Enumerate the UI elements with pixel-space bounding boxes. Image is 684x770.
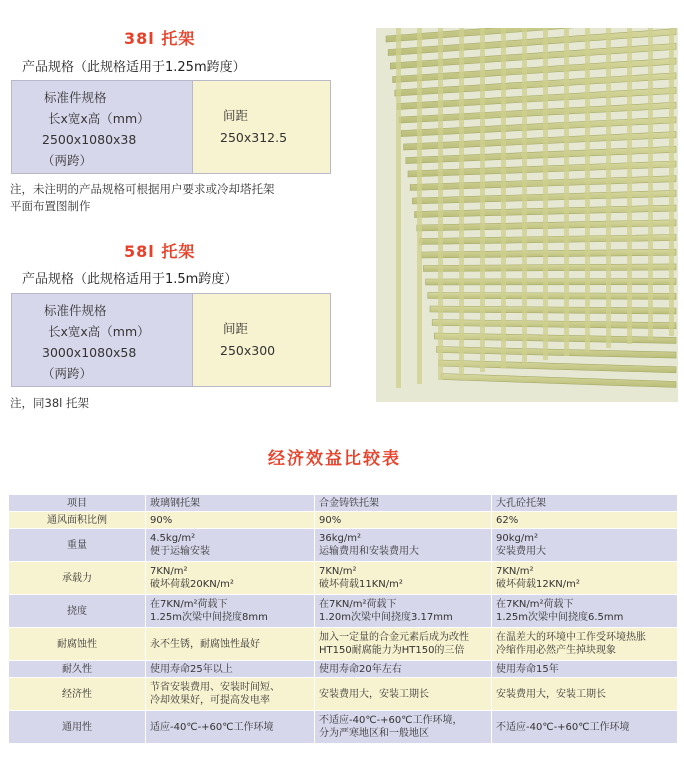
table-cell: 不适应-40℃-+60℃工作环境， 分为严寒地区和一般地区 — [315, 711, 492, 744]
spacing-value: 250x300 — [220, 343, 276, 358]
table-cell: 90% — [146, 512, 315, 529]
table-cell: 7KN/m² 破坏荷载12KN/m² — [492, 562, 678, 595]
spec-line: 长x宽x高（mm） — [48, 324, 150, 339]
table-cell: 90% — [315, 512, 492, 529]
table-cell: 安装费用大，安装工期长 — [492, 678, 678, 711]
table-header-row — [9, 495, 678, 512]
spec-line: 标准件规格 — [44, 90, 107, 105]
table-cell: 36kg/m² 运输费用和安装费用大 — [315, 529, 492, 562]
table-cell: 安装费用大，安装工期长 — [315, 678, 492, 711]
table-cell: 90kg/m² 安装费用大 — [492, 529, 678, 562]
table-cell: 在7KN/m²荷载下 1.25m次梁中间挠度8mm — [146, 595, 315, 628]
bracket-38-spec-right — [193, 81, 330, 173]
bracket-38-spec-left — [12, 81, 193, 173]
table-cell: 永不生锈，耐腐蚀性最好 — [146, 628, 315, 661]
comparison-table — [8, 494, 678, 744]
table-row — [9, 512, 678, 529]
row-label: 重量 — [9, 529, 146, 562]
row-label: 耐腐蚀性 — [9, 628, 146, 661]
table-row — [9, 562, 678, 595]
spacing-label: 间距 — [223, 108, 249, 123]
spacing-label: 间距 — [223, 321, 249, 336]
row-label: 通风面积比例 — [9, 512, 146, 529]
header-cell: 大孔砼托架 — [492, 495, 678, 512]
table-row — [9, 595, 678, 628]
spacing-value: 250x312.5 — [220, 130, 288, 145]
table-cell: 在温差大的环境中工作受环境热胀 冷缩作用必然产生掉块现象 — [492, 628, 678, 661]
row-label: 经济性 — [9, 678, 146, 711]
table-cell: 使用寿命15年 — [492, 661, 678, 678]
spec-line: （两跨） — [42, 366, 93, 381]
row-label: 承载力 — [9, 562, 146, 595]
bracket-58-spec-right — [193, 294, 330, 386]
spec-line: 3000x1080x58 — [42, 345, 137, 360]
spec-line: 标准件规格 — [44, 303, 107, 318]
bracket-58-spec-left — [12, 294, 193, 386]
table-cell: 62% — [492, 512, 678, 529]
bracket-grid-illustration — [376, 28, 678, 402]
spec-line: （两跨） — [42, 153, 93, 168]
bracket-58-spec-line: 产品规格（此规格适用于1.5m跨度） — [22, 272, 238, 287]
table-row — [9, 711, 678, 744]
bracket-58-note: 注，同38l 托架 — [10, 396, 89, 410]
bracket-58-spec-box — [11, 293, 331, 387]
header-cell: 玻璃钢托架 — [146, 495, 315, 512]
table-cell: 适应-40℃-+60℃工作环境 — [146, 711, 315, 744]
table-cell: 节省安装费用、安装时间短、 冷却效果好，可提高发电率 — [146, 678, 315, 711]
table-cell: 不适应-40℃-+60℃工作环境 — [492, 711, 678, 744]
table-cell: 在7KN/m²荷载下 1.25m次梁中间挠度6.5mm — [492, 595, 678, 628]
table-row — [9, 661, 678, 678]
table-cell: 使用寿命25年以上 — [146, 661, 315, 678]
table-cell: 加入一定量的合金元素后成为改性 HT150耐腐能力为HT150的三倍 — [315, 628, 492, 661]
row-label: 耐久性 — [9, 661, 146, 678]
row-label: 挠度 — [9, 595, 146, 628]
table-cell: 7KN/m² 破坏荷载20KN/m² — [146, 562, 315, 595]
table-cell: 使用寿命20年左右 — [315, 661, 492, 678]
bracket-58-title: 58l 托架 — [124, 242, 196, 261]
table-cell: 4.5kg/m² 便于运输安装 — [146, 529, 315, 562]
table-row — [9, 529, 678, 562]
header-cell: 合金铸铁托架 — [315, 495, 492, 512]
table-cell: 7KN/m² 破坏荷载11KN/m² — [315, 562, 492, 595]
bracket-38-title: 38l 托架 — [124, 29, 196, 48]
frp-bracket-photo — [376, 28, 678, 402]
bracket-38-spec-box — [11, 80, 331, 174]
table-row — [9, 628, 678, 661]
spec-line: 长x宽x高（mm） — [48, 111, 150, 126]
spec-line: 2500x1080x38 — [42, 132, 137, 147]
table-cell: 在7KN/m²荷载下 1.20m次梁中间挠度3.17mm — [315, 595, 492, 628]
table-row — [9, 678, 678, 711]
bracket-38-note: 注，未注明的产品规格可根据用户要求或冷却塔托架 平面布置图制作 — [10, 182, 275, 213]
comparison-title: 经济效益比较表 — [268, 449, 401, 469]
row-label: 通用性 — [9, 711, 146, 744]
header-cell: 项目 — [9, 495, 146, 512]
bracket-38-spec-line: 产品规格（此规格适用于1.25m跨度） — [22, 60, 246, 75]
